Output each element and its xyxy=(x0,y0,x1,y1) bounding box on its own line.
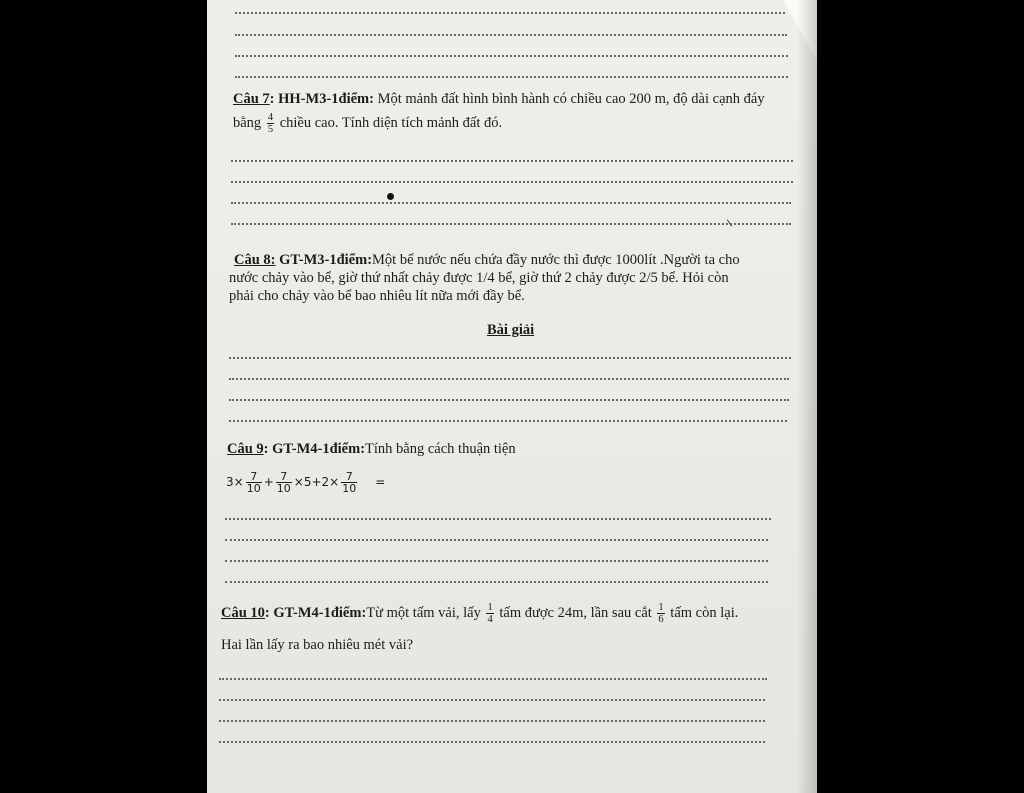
answer-line xyxy=(219,699,765,701)
answer-line xyxy=(231,223,791,225)
question-10-text-b: tấm được 24m, lần sau cắt xyxy=(499,604,652,621)
question-8-text-line2: nước chảy vào bể, giờ thứ nhất chảy được 1/4 bể, giờ thứ 2 chảy được 2/5 bể. Hỏi còn xyxy=(229,270,729,286)
answer-line xyxy=(219,720,765,722)
question-10-fraction-2 xyxy=(657,602,664,625)
question-7-text-b1: bằng xyxy=(233,114,262,131)
question-7-fraction xyxy=(267,112,274,135)
question-7-text: Một mảnh đất hình bình hành có chiều cao 200 m, độ dài cạnh đáy xyxy=(373,91,765,107)
answer-line xyxy=(235,76,788,78)
expr-term-2: + xyxy=(263,475,274,489)
question-8-tag: GT-M3-1điểm: xyxy=(275,252,373,268)
question-9 xyxy=(227,440,516,459)
answer-line xyxy=(225,539,768,541)
answer-line xyxy=(231,160,793,162)
fraction-numerator: 7 xyxy=(246,471,262,483)
answer-line xyxy=(235,55,788,57)
question-8 xyxy=(234,251,740,270)
fraction-denominator: 5 xyxy=(267,124,274,135)
fraction-numerator: 1 xyxy=(487,602,493,613)
question-7 xyxy=(233,90,765,109)
question-10-text-line2: Hai lần lấy ra bao nhiêu mét vải? xyxy=(221,637,414,653)
answer-line xyxy=(229,378,789,380)
answer-line xyxy=(231,202,791,204)
fraction-denominator: 10 xyxy=(246,482,261,495)
expr-fraction-3 xyxy=(341,471,357,494)
paper-edge-shadow xyxy=(797,0,817,793)
answer-line xyxy=(229,399,789,401)
question-10-fraction-1 xyxy=(486,602,493,625)
fraction-denominator: 4 xyxy=(487,614,493,625)
question-10-tag: : GT-M4-1điểm: xyxy=(264,604,367,621)
answer-line xyxy=(235,12,785,14)
question-10-text-a: Từ một tấm vải, lấy xyxy=(366,604,481,621)
fraction-numerator: 4 xyxy=(267,112,274,123)
math-expression xyxy=(226,471,385,494)
question-10-text-c: tấm còn lại. xyxy=(670,604,739,621)
answer-line xyxy=(229,357,791,359)
question-9-label: Câu 9 xyxy=(227,441,264,457)
question-9-tag: : GT-M4-1điểm: xyxy=(263,441,366,457)
question-10-label: Câu 10 xyxy=(221,604,265,621)
question-10-line2 xyxy=(221,636,413,655)
expr-term-1: 3× xyxy=(226,475,244,489)
answer-line xyxy=(219,741,765,743)
answer-line xyxy=(225,581,768,583)
answer-line xyxy=(225,560,768,562)
question-8-line1: Một bể nước nếu chứa đầy nước thì được 1000lít .Người ta cho xyxy=(372,252,740,268)
fraction-denominator: 6 xyxy=(658,614,664,625)
expr-fraction-1 xyxy=(246,471,262,494)
question-8-line3 xyxy=(229,287,525,306)
expr-term-3: ×5+2× xyxy=(293,475,340,489)
fraction-numerator: 7 xyxy=(341,471,357,483)
answer-line xyxy=(231,181,793,183)
fraction-numerator: 7 xyxy=(276,471,292,483)
question-8-text-line3: phải cho chảy vào bể bao nhiêu lít nữa mới đầy bể. xyxy=(229,288,525,304)
question-7-label: Câu 7 xyxy=(233,91,270,107)
question-10 xyxy=(221,602,738,625)
question-7-tag: : HH-M3-1điểm: xyxy=(269,91,374,107)
question-8-label: Câu 8: xyxy=(234,252,276,268)
expr-fraction-2 xyxy=(276,471,292,494)
worksheet-page xyxy=(207,0,817,793)
question-7-line2 xyxy=(233,112,502,135)
question-7-text-b2: chiều cao. Tính diện tích mảnh đất đó. xyxy=(279,114,503,131)
expr-equals: = xyxy=(375,475,386,489)
answer-line xyxy=(219,678,767,680)
answer-line xyxy=(225,518,771,520)
solution-heading: Bài giải xyxy=(487,322,535,338)
fraction-denominator: 10 xyxy=(342,482,357,495)
fraction-numerator: 1 xyxy=(658,602,664,613)
answer-line xyxy=(229,420,787,422)
answer-line xyxy=(235,34,787,36)
fraction-denominator: 10 xyxy=(276,482,291,495)
question-8-line2 xyxy=(229,269,729,288)
question-9-text: Tính bằng cách thuận tiện xyxy=(365,441,516,457)
ink-blot xyxy=(387,193,394,200)
